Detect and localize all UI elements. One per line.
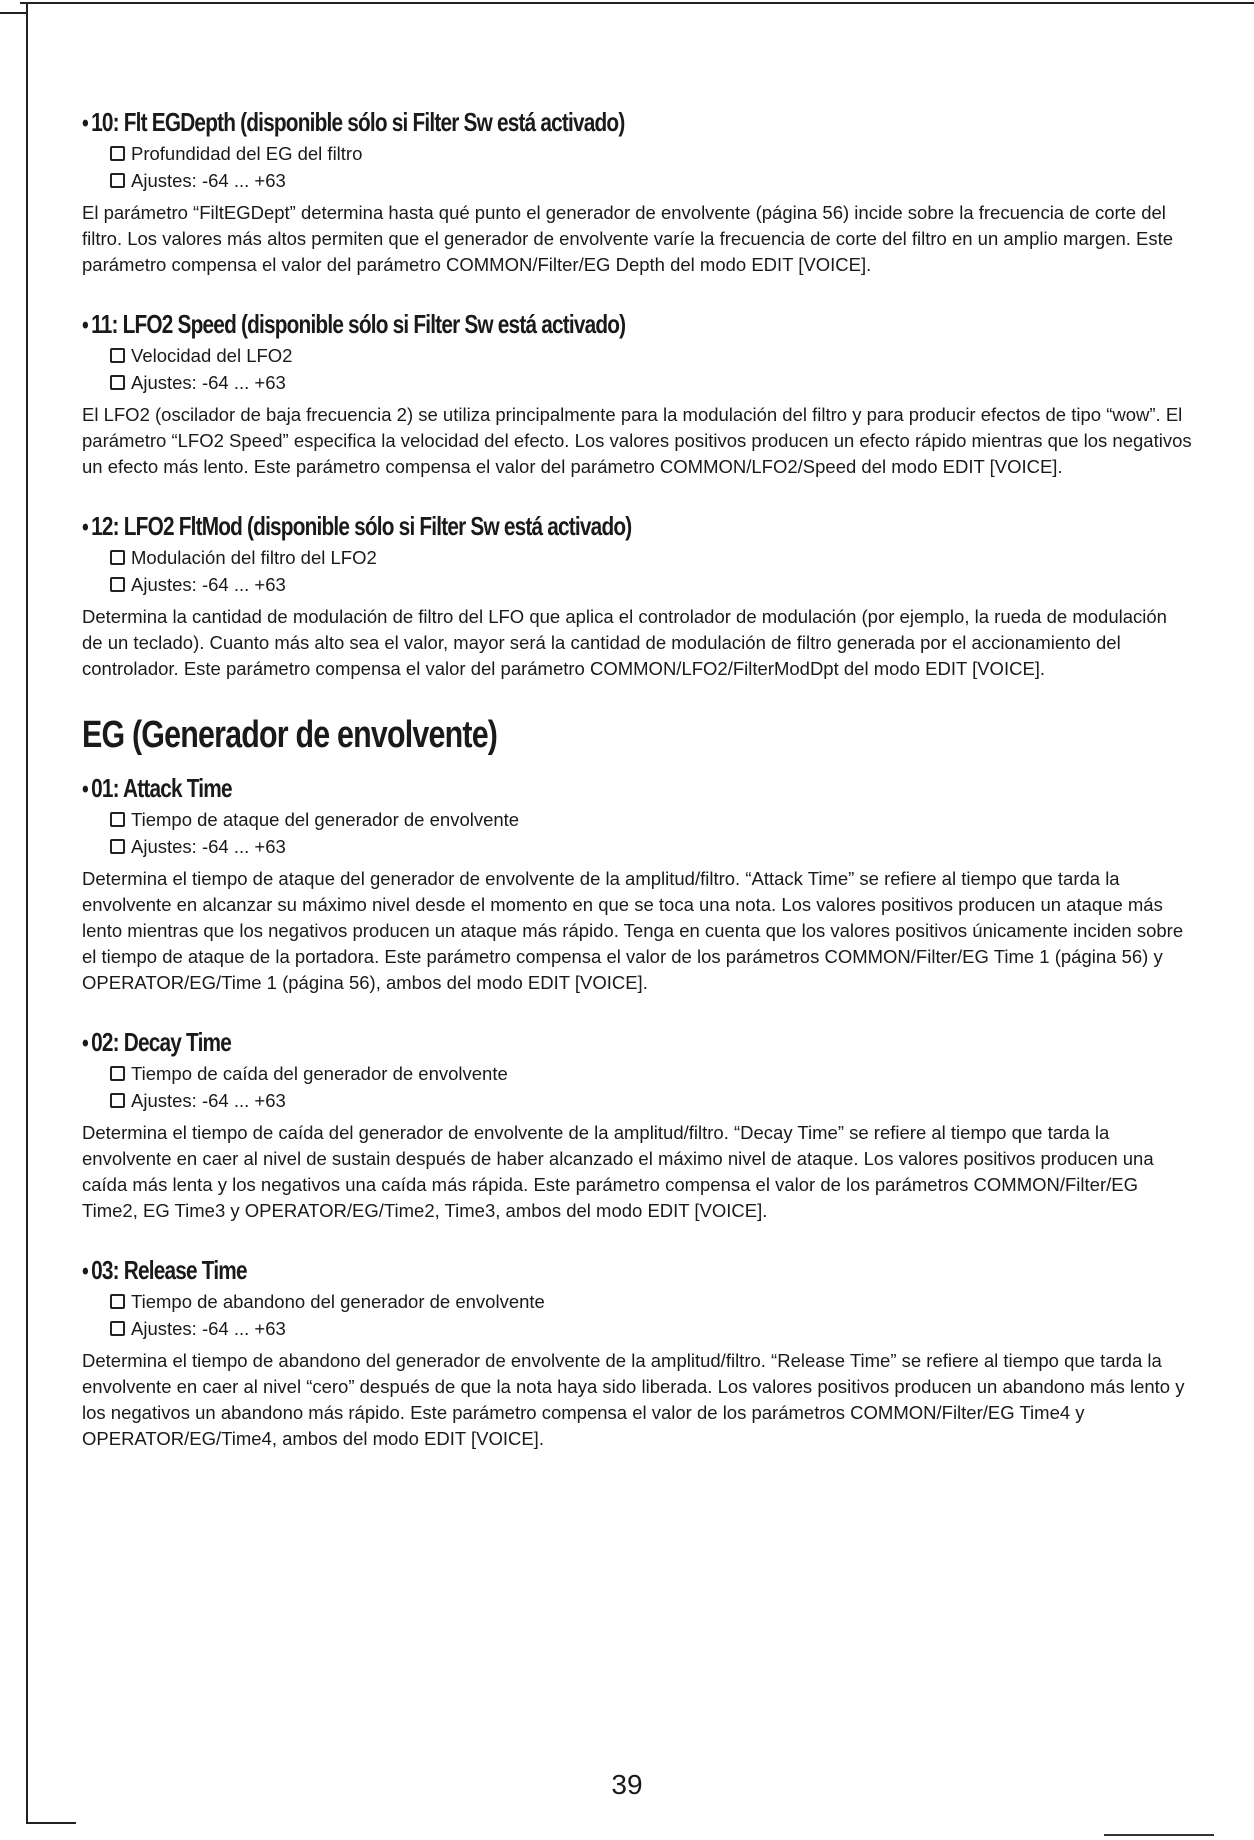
param-settings: Ajustes: -64 ... +63	[110, 571, 1202, 598]
param-description: Tiempo de ataque del generador de envolvente	[110, 806, 1202, 833]
scan-border-bottom	[26, 1822, 76, 1824]
param-description: Profundidad del EG del filtro	[110, 140, 1202, 167]
param-decay-time	[82, 1026, 1202, 1224]
page-number: 39	[611, 1769, 643, 1800]
eg-section-title: EG (Generador de envolvente)	[82, 714, 498, 756]
bullet-icon: •	[82, 514, 88, 541]
param-settings: Ajustes: -64 ... +63	[110, 167, 1202, 194]
param-body: Determina la cantidad de modulación de filtro del LFO que aplica el controlador de modulación (por ejemplo, la rueda de modulación de un teclado). Cuanto más alto sea el valor, mayor será la cantidad de modulación de filtro generada por el accionamiento del controlador. Este parámetro compensa el valor del parámetro COMMON/LFO2/FilterModDpt del modo EDIT [VOICE].	[82, 606, 1167, 679]
param-description: Modulación del filtro del LFO2	[110, 544, 1202, 571]
param-description: Velocidad del LFO2	[110, 342, 1202, 369]
param-body: El parámetro “FiltEGDept” determina hasta qué punto el generador de envolvente (página 56) incide sobre la frecuencia de corte del filtro. Los valores más altos permiten que el generador de envolvente varíe la frecuencia de corte del filtro en un amplio margen. Este parámetro compensa el valor del parámetro COMMON/Filter/EG Depth del modo EDIT [VOICE].	[82, 202, 1174, 275]
page-content	[82, 106, 1202, 1482]
checkbox-icon	[110, 1093, 125, 1108]
param-settings: Ajustes: -64 ... +63	[110, 369, 1202, 396]
checkbox-icon	[110, 839, 125, 854]
param-heading: • 03: Release Time	[82, 1255, 247, 1285]
param-settings: Ajustes: -64 ... +63	[110, 1087, 1202, 1114]
bullet-icon: •	[82, 776, 88, 803]
checkbox-icon	[110, 1294, 125, 1309]
param-settings: Ajustes: -64 ... +63	[110, 1315, 1202, 1342]
bullet-icon: •	[82, 110, 88, 137]
param-body: Determina el tiempo de ataque del generador de envolvente de la amplitud/filtro. “Attack Time” se refiere al tiempo que tarda la envolvente en alcanzar su máximo nivel desde el momento en que se toca una nota. Los valores positivos producen un ataque más lento mientras que los negativos producen un ataque más rápido. Tenga en cuenta que los valores positivos únicamente inciden sobre el tiempo de ataque de la portadora. Este parámetro compensa el valor de los parámetros COMMON/Filter/EG Time 1 (página 56) y OPERATOR/EG/Time 1 (página 56), ambos del modo EDIT [VOICE].	[82, 868, 1184, 993]
param-heading: • 11: LFO2 Speed (disponible sólo si Filter Sw está activado)	[82, 309, 626, 339]
bullet-icon: •	[82, 1030, 88, 1057]
checkbox-icon	[110, 173, 125, 188]
checkbox-icon	[110, 375, 125, 390]
param-settings: Ajustes: -64 ... +63	[110, 833, 1202, 860]
param-body: Determina el tiempo de abandono del generador de envolvente de la amplitud/filtro. “Release Time” se refiere al tiempo que tarda la envolvente en caer al nivel “cero” después de que la nota haya sido liberada. Los valores positivos producen un abandono más lento y los negativos un abandono más rápido. Este parámetro compensa el valor de los parámetros COMMON/Filter/EG Time4 y OPERATOR/EG/Time4, ambos del modo EDIT [VOICE].	[82, 1350, 1185, 1449]
checkbox-icon	[110, 812, 125, 827]
checkbox-icon	[110, 146, 125, 161]
checkbox-icon	[110, 577, 125, 592]
param-body: Determina el tiempo de caída del generador de envolvente de la amplitud/filtro. “Decay Time” se refiere al tiempo que tarda la envolvente en caer al nivel de sustain después de haber alcanzado el máximo nivel de ataque. Los valores positivos producen una caída más lenta y los negativos una caída más rápida. Este parámetro compensa el valor de los parámetros COMMON/Filter/EG Time2, EG Time3 y OPERATOR/EG/Time2, Time3, ambos del modo EDIT [VOICE].	[82, 1122, 1154, 1221]
param-flt-egdepth	[82, 106, 1202, 278]
bullet-icon: •	[82, 312, 88, 339]
param-heading: • 10: Flt EGDepth (disponible sólo si Filter Sw está activado)	[82, 107, 625, 137]
param-attack-time	[82, 772, 1202, 996]
scan-border-top	[20, 2, 1254, 4]
checkbox-icon	[110, 348, 125, 363]
scan-border-bottom-right	[1104, 1834, 1214, 1836]
param-heading: • 02: Decay Time	[82, 1027, 232, 1057]
param-lfo2-fltmod	[82, 510, 1202, 682]
scan-border-left	[26, 2, 28, 1822]
scan-border-left-hook	[0, 12, 27, 14]
param-heading: • 12: LFO2 FltMod (disponible sólo si Filter Sw está activado)	[82, 511, 632, 541]
param-release-time	[82, 1254, 1202, 1452]
checkbox-icon	[110, 1066, 125, 1081]
param-heading: • 01: Attack Time	[82, 773, 232, 803]
param-description: Tiempo de caída del generador de envolvente	[110, 1060, 1202, 1087]
bullet-icon: •	[82, 1258, 88, 1285]
param-description: Tiempo de abandono del generador de envolvente	[110, 1288, 1202, 1315]
param-lfo2-speed	[82, 308, 1202, 480]
checkbox-icon	[110, 1321, 125, 1336]
checkbox-icon	[110, 550, 125, 565]
param-body: El LFO2 (oscilador de baja frecuencia 2) se utiliza principalmente para la modulación del filtro y para producir efectos de tipo “wow”. El parámetro “LFO2 Speed” especifica la velocidad del efecto. Los valores positivos producen un efecto rápido mientras que los negativos un efecto más lento. Este parámetro compensa el valor del parámetro COMMON/LFO2/Speed del modo EDIT [VOICE].	[82, 404, 1192, 477]
